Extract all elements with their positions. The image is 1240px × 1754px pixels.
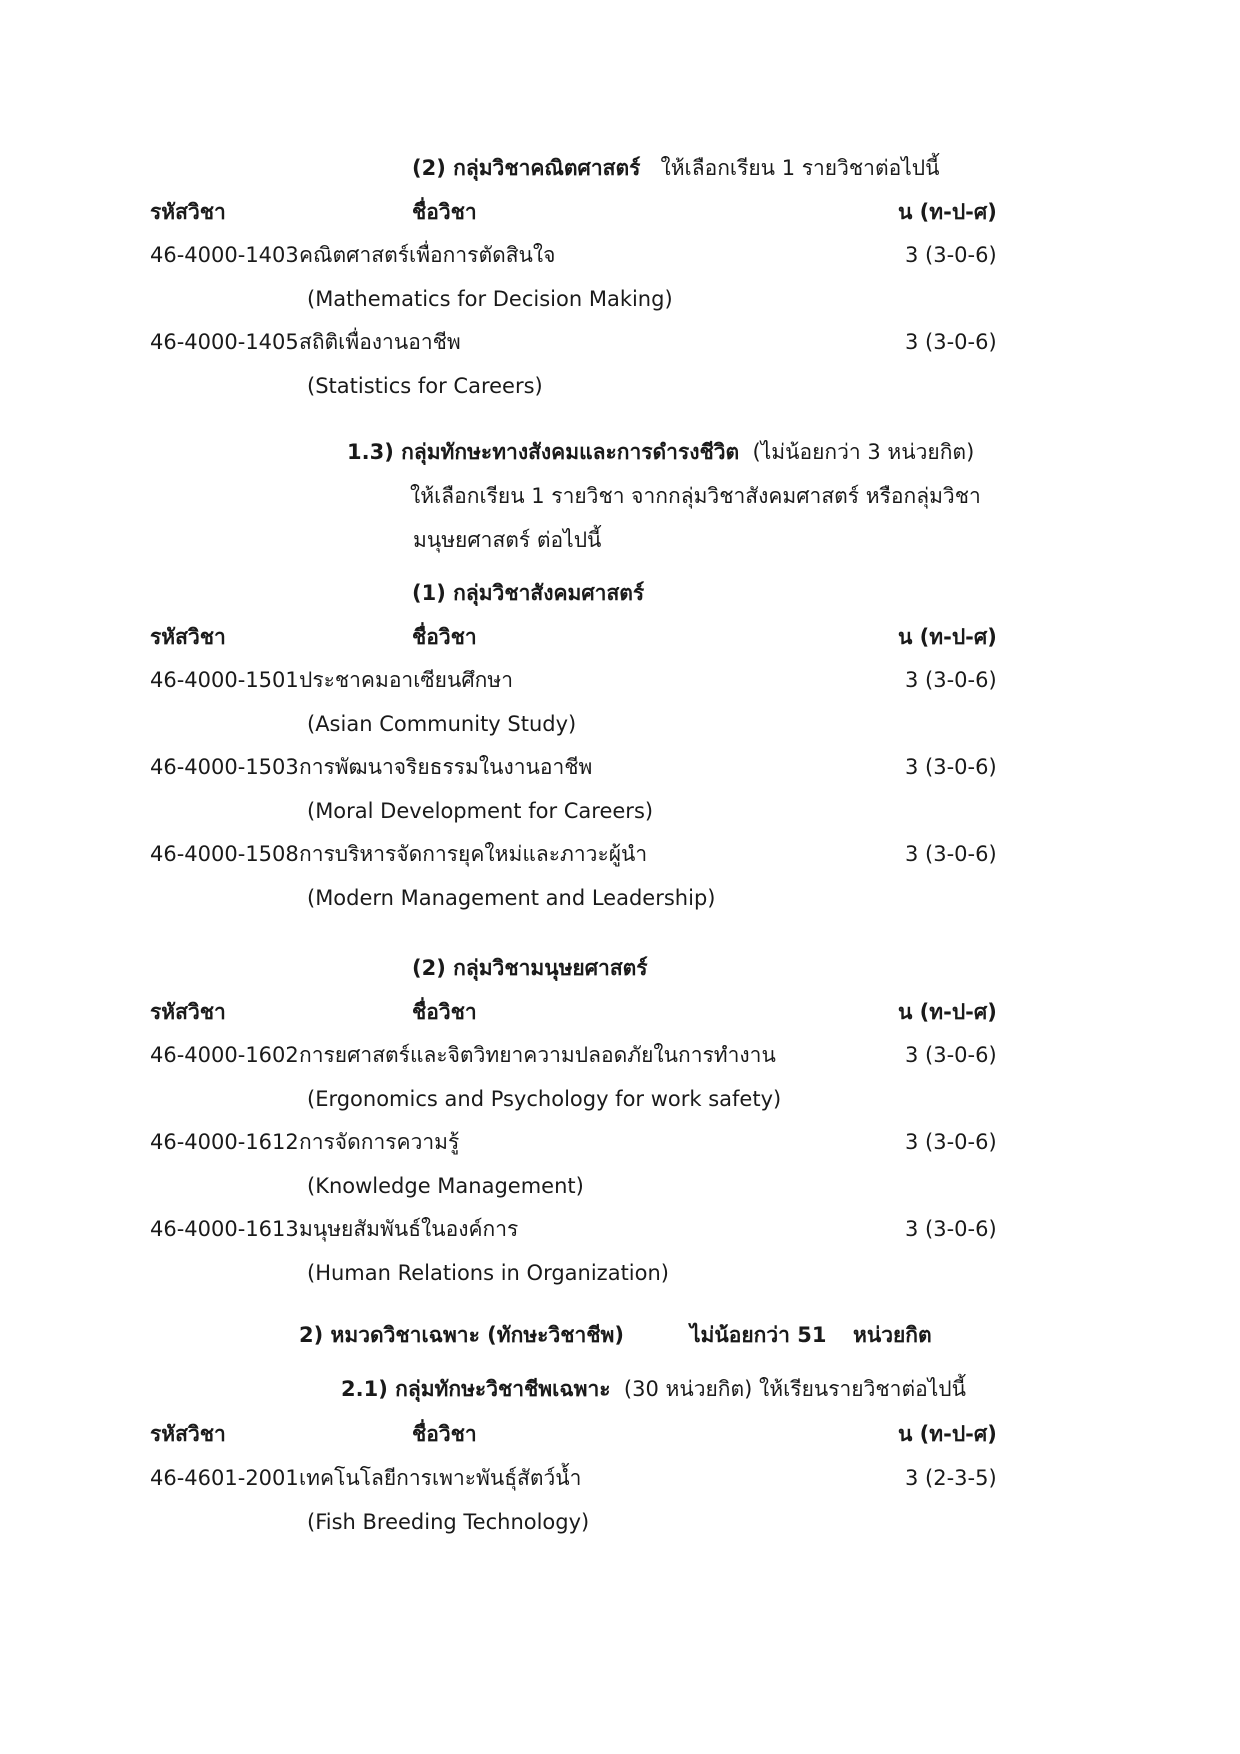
social-section-title: 1.3) กลุ่มทักษะทางสังคมและการดำรงชีวิต	[347, 440, 740, 464]
social-section-note: (ไม่น้อยกว่า 3 หน่วยกิต)	[752, 440, 975, 464]
course-name-th: การจัดการความรู้	[299, 1130, 460, 1154]
header-code: รหัสวิชา	[150, 625, 226, 649]
header-code: รหัสวิชา	[150, 1422, 226, 1446]
course-name-en: (Statistics for Careers)	[307, 374, 543, 398]
social-section-line2: ให้เลือกเรียน 1 รายวิชา จากกลุ่มวิชาสังคมศาสตร์ หรือกลุ่มวิชา	[410, 484, 981, 508]
course-credit: 3 (3-0-6)	[905, 668, 997, 692]
course-name-th: การยศาสตร์และจิตวิทยาความปลอดภัยในการทำงาน	[299, 1043, 776, 1067]
course-name-th: การพัฒนาจริยธรรมในงานอาชีพ	[299, 755, 593, 779]
specific-heading: 2) หมวดวิชาเฉพาะ (ทักษะวิชาชีพ)	[299, 1323, 624, 1347]
math-group-title: (2) กลุ่มวิชาคณิตศาสตร์	[412, 156, 641, 180]
course-code: 46-4000-1612	[150, 1130, 299, 1154]
specific-group-title: 2.1) กลุ่มทักษะวิชาชีพเฉพาะ	[341, 1377, 611, 1401]
course-name-en: (Human Relations in Organization)	[307, 1261, 669, 1285]
header-credit: น (ท-ป-ศ)	[898, 625, 997, 649]
course-credit: 3 (3-0-6)	[905, 1043, 997, 1067]
specific-minimum: ไม่น้อยกว่า 51	[690, 1323, 827, 1347]
header-name: ชื่อวิชา	[412, 1422, 477, 1446]
course-code: 46-4000-1503	[150, 755, 299, 779]
specific-group-note: (30 หน่วยกิต) ให้เรียนรายวิชาต่อไปนี้	[623, 1377, 966, 1401]
header-credit: น (ท-ป-ศ)	[898, 200, 997, 224]
header-name: ชื่อวิชา	[412, 1000, 477, 1024]
course-name-th: ประชาคมอาเซียนศึกษา	[299, 668, 513, 692]
course-name-en: (Ergonomics and Psychology for work safety)	[307, 1087, 782, 1111]
specific-group-heading	[341, 1377, 966, 1402]
course-name-en: (Mathematics for Decision Making)	[307, 287, 673, 311]
social-group-heading: (1) กลุ่มวิชาสังคมศาสตร์	[412, 581, 645, 605]
course-name-en: (Asian Community Study)	[307, 712, 577, 736]
course-code: 46-4000-1403	[150, 243, 299, 267]
course-name-th: การบริหารจัดการยุคใหม่และภาวะผู้นำ	[299, 842, 648, 866]
course-credit: 3 (3-0-6)	[905, 1217, 997, 1241]
course-name-th: เทคโนโลยีการเพาะพันธุ์สัตว์น้ำ	[299, 1466, 582, 1490]
math-group-note: ให้เลือกเรียน 1 รายวิชาต่อไปนี้	[660, 156, 940, 180]
social-section-line3: มนุษยศาสตร์ ต่อไปนี้	[413, 528, 602, 552]
course-credit: 3 (3-0-6)	[905, 1130, 997, 1154]
course-code: 46-4000-1508	[150, 842, 299, 866]
course-name-en: (Modern Management and Leadership)	[307, 886, 716, 910]
course-name-th: คณิตศาสตร์เพื่อการตัดสินใจ	[299, 243, 556, 267]
course-code: 46-4000-1405	[150, 330, 299, 354]
course-credit: 3 (2-3-5)	[905, 1466, 997, 1490]
course-code: 46-4000-1602	[150, 1043, 299, 1067]
course-code: 46-4000-1613	[150, 1217, 299, 1241]
specific-unit: หน่วยกิต	[853, 1323, 932, 1347]
humanities-group-heading: (2) กลุ่มวิชามนุษยศาสตร์	[412, 956, 648, 980]
course-name-en: (Fish Breeding Technology)	[307, 1510, 590, 1534]
course-credit: 3 (3-0-6)	[905, 842, 997, 866]
math-group-heading	[412, 156, 939, 181]
header-code: รหัสวิชา	[150, 200, 226, 224]
header-credit: น (ท-ป-ศ)	[898, 1000, 997, 1024]
header-credit: น (ท-ป-ศ)	[898, 1422, 997, 1446]
course-credit: 3 (3-0-6)	[905, 243, 997, 267]
header-code: รหัสวิชา	[150, 1000, 226, 1024]
course-code: 46-4000-1501	[150, 668, 299, 692]
course-credit: 3 (3-0-6)	[905, 330, 997, 354]
course-credit: 3 (3-0-6)	[905, 755, 997, 779]
course-name-en: (Moral Development for Careers)	[307, 799, 654, 823]
header-name: ชื่อวิชา	[412, 200, 477, 224]
course-name-th: สถิติเพื่องานอาชีพ	[299, 330, 461, 354]
course-name-en: (Knowledge Management)	[307, 1174, 584, 1198]
course-code: 46-4601-2001	[150, 1466, 299, 1490]
course-name-th: มนุษยสัมพันธ์ในองค์การ	[299, 1217, 519, 1241]
header-name: ชื่อวิชา	[412, 625, 477, 649]
social-section-heading	[347, 440, 974, 465]
